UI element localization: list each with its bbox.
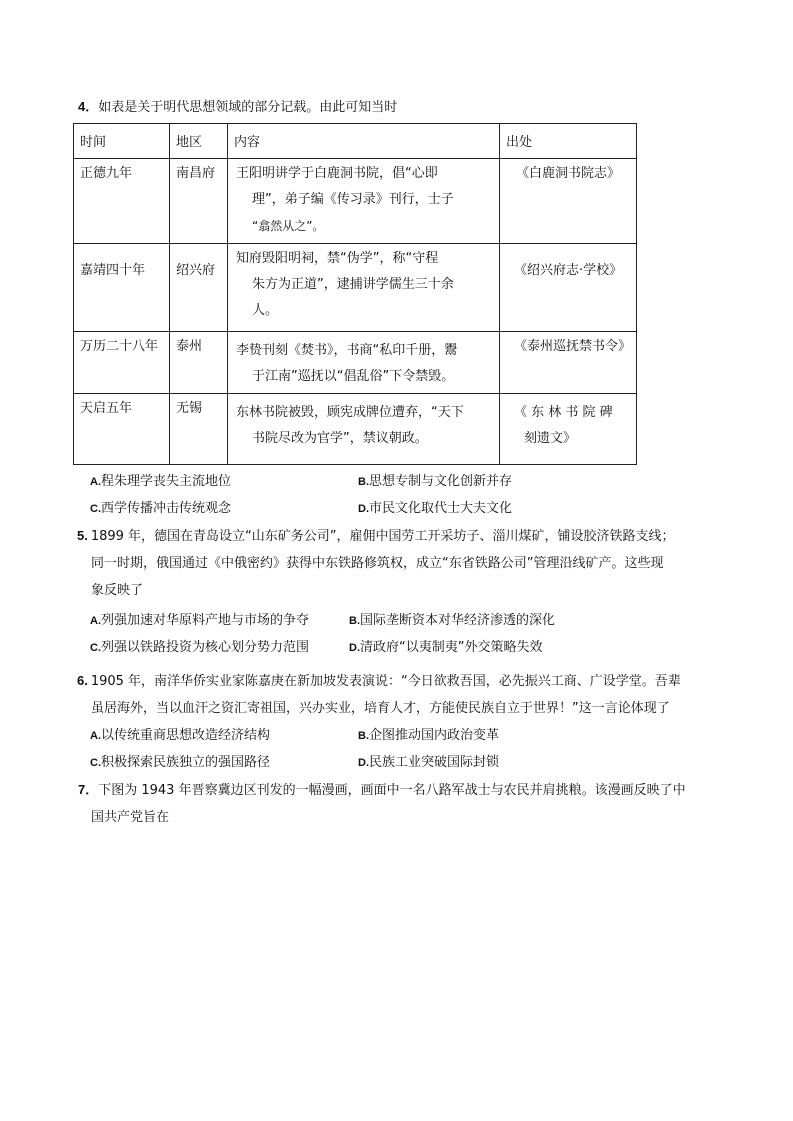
cell-region: 绍兴府 bbox=[176, 263, 216, 278]
cell-time: 正德九年 bbox=[80, 166, 133, 181]
q5-option-d[interactable]: D.清政府“以夷制夷”外交策略失效 bbox=[349, 640, 543, 655]
q7-stem-line-2: 国共产党旨在 bbox=[91, 810, 170, 825]
q5-option-b[interactable]: B.国际垄断资本对华经济渗透的深化 bbox=[349, 613, 556, 628]
cell-region: 泰州 bbox=[176, 339, 203, 354]
q6-option-d[interactable]: D.民族工业突破国际封锁 bbox=[358, 755, 500, 770]
q4-option-b[interactable]: B.思想专制与文化创新并存 bbox=[358, 474, 513, 489]
header-content: 内容 bbox=[234, 135, 261, 150]
q5-stem-line-1: 5. 1899 年，德国在青岛设立“山东矿务公司”，雇佣中国劳工开采坊子、淄川煤矿，铺设胶济铁路支线； bbox=[77, 528, 675, 544]
table-row bbox=[74, 159, 637, 244]
header-time: 时间 bbox=[80, 135, 107, 150]
q4-option-c[interactable]: C.西学传播冲击传统观念 bbox=[90, 501, 232, 516]
header-region: 地区 bbox=[176, 135, 203, 150]
q6-stem-line-1: 6. 1905 年，南洋华侨实业家陈嘉庚在新加坡发表演说：“今日欲救吾国，必先振兴工商、广设学堂。吾辈 bbox=[77, 673, 681, 689]
q6-option-a[interactable]: A.以传统重商思想改造经济结构 bbox=[90, 728, 271, 743]
cell-region: 无锡 bbox=[176, 401, 203, 416]
table-row bbox=[74, 244, 637, 332]
q4-option-d[interactable]: D.市民文化取代士大夫文化 bbox=[358, 501, 513, 516]
table-row bbox=[74, 394, 637, 465]
q6-option-c[interactable]: C.积极探索民族独立的强国路径 bbox=[90, 755, 271, 770]
cell-source: 《 东 林 书 院 碑 刻遗文》 bbox=[514, 405, 613, 446]
table-row bbox=[74, 332, 637, 394]
header-source: 出处 bbox=[506, 135, 533, 150]
q7-stem-line-1: 7．下图为 1943 年晋察冀边区刊发的一幅漫画，画面中一名八路军战士与农民并肩挑粮。该漫画反映了中 bbox=[78, 782, 686, 798]
cell-time: 天启五年 bbox=[80, 401, 133, 416]
q5-option-c[interactable]: C.列强以铁路投资为核心划分势力范围 bbox=[90, 640, 310, 655]
cell-source: 《泰州巡抚禁书令》 bbox=[514, 339, 632, 354]
cell-time: 嘉靖四十年 bbox=[80, 263, 146, 278]
q5-option-a[interactable]: A.列强加速对华原料产地与市场的争夺 bbox=[90, 613, 310, 628]
q6-option-b[interactable]: B.企图推动国内政治变革 bbox=[358, 728, 500, 743]
q4-table bbox=[73, 123, 637, 465]
cell-content: 知府毁阳明祠，禁“伪学”，称“守程 朱方为正道”，逮捕讲学儒生三十余 人。 bbox=[236, 251, 454, 318]
cell-content: 李贽刊刻《焚书》，书商“私印千册，鬻 于江南”巡抚以“倡乱俗”下令禁毁。 bbox=[236, 343, 458, 384]
cell-content: 东林书院被毁，顾宪成牌位遭弃，“天下 书院尽改为官学”，禁议朝政。 bbox=[236, 405, 464, 446]
cell-time: 万历二十八年 bbox=[80, 339, 159, 354]
q5-stem-line-3: 象反映了 bbox=[91, 583, 144, 598]
q4-option-a[interactable]: A.程朱理学丧失主流地位 bbox=[90, 474, 232, 489]
q5-stem-line-2: 同一时期，俄国通过《中俄密约》获得中东铁路修筑权，成立“东省铁路公司”管理沿线矿产。这些现 bbox=[91, 556, 664, 571]
cell-content: 王阳明讲学于白鹿洞书院，倡“心即 理”，弟子编《传习录》刊行，士子 “翕然从之”。 bbox=[236, 166, 454, 233]
cell-source: 《白鹿洞书院志》 bbox=[516, 166, 621, 181]
q6-stem-line-2: 虽居海外，当以血汗之资汇寄祖国，兴办实业，培育人才，方能使民族自立于世界！”这一言论体现了 bbox=[91, 701, 670, 716]
q4-stem: 4．如表是关于明代思想领域的部分记载。由此可知当时 bbox=[78, 99, 398, 115]
cell-source: 《绍兴府志·学校》 bbox=[514, 263, 623, 278]
table-header-row bbox=[74, 124, 637, 159]
cell-region: 南昌府 bbox=[176, 166, 216, 181]
